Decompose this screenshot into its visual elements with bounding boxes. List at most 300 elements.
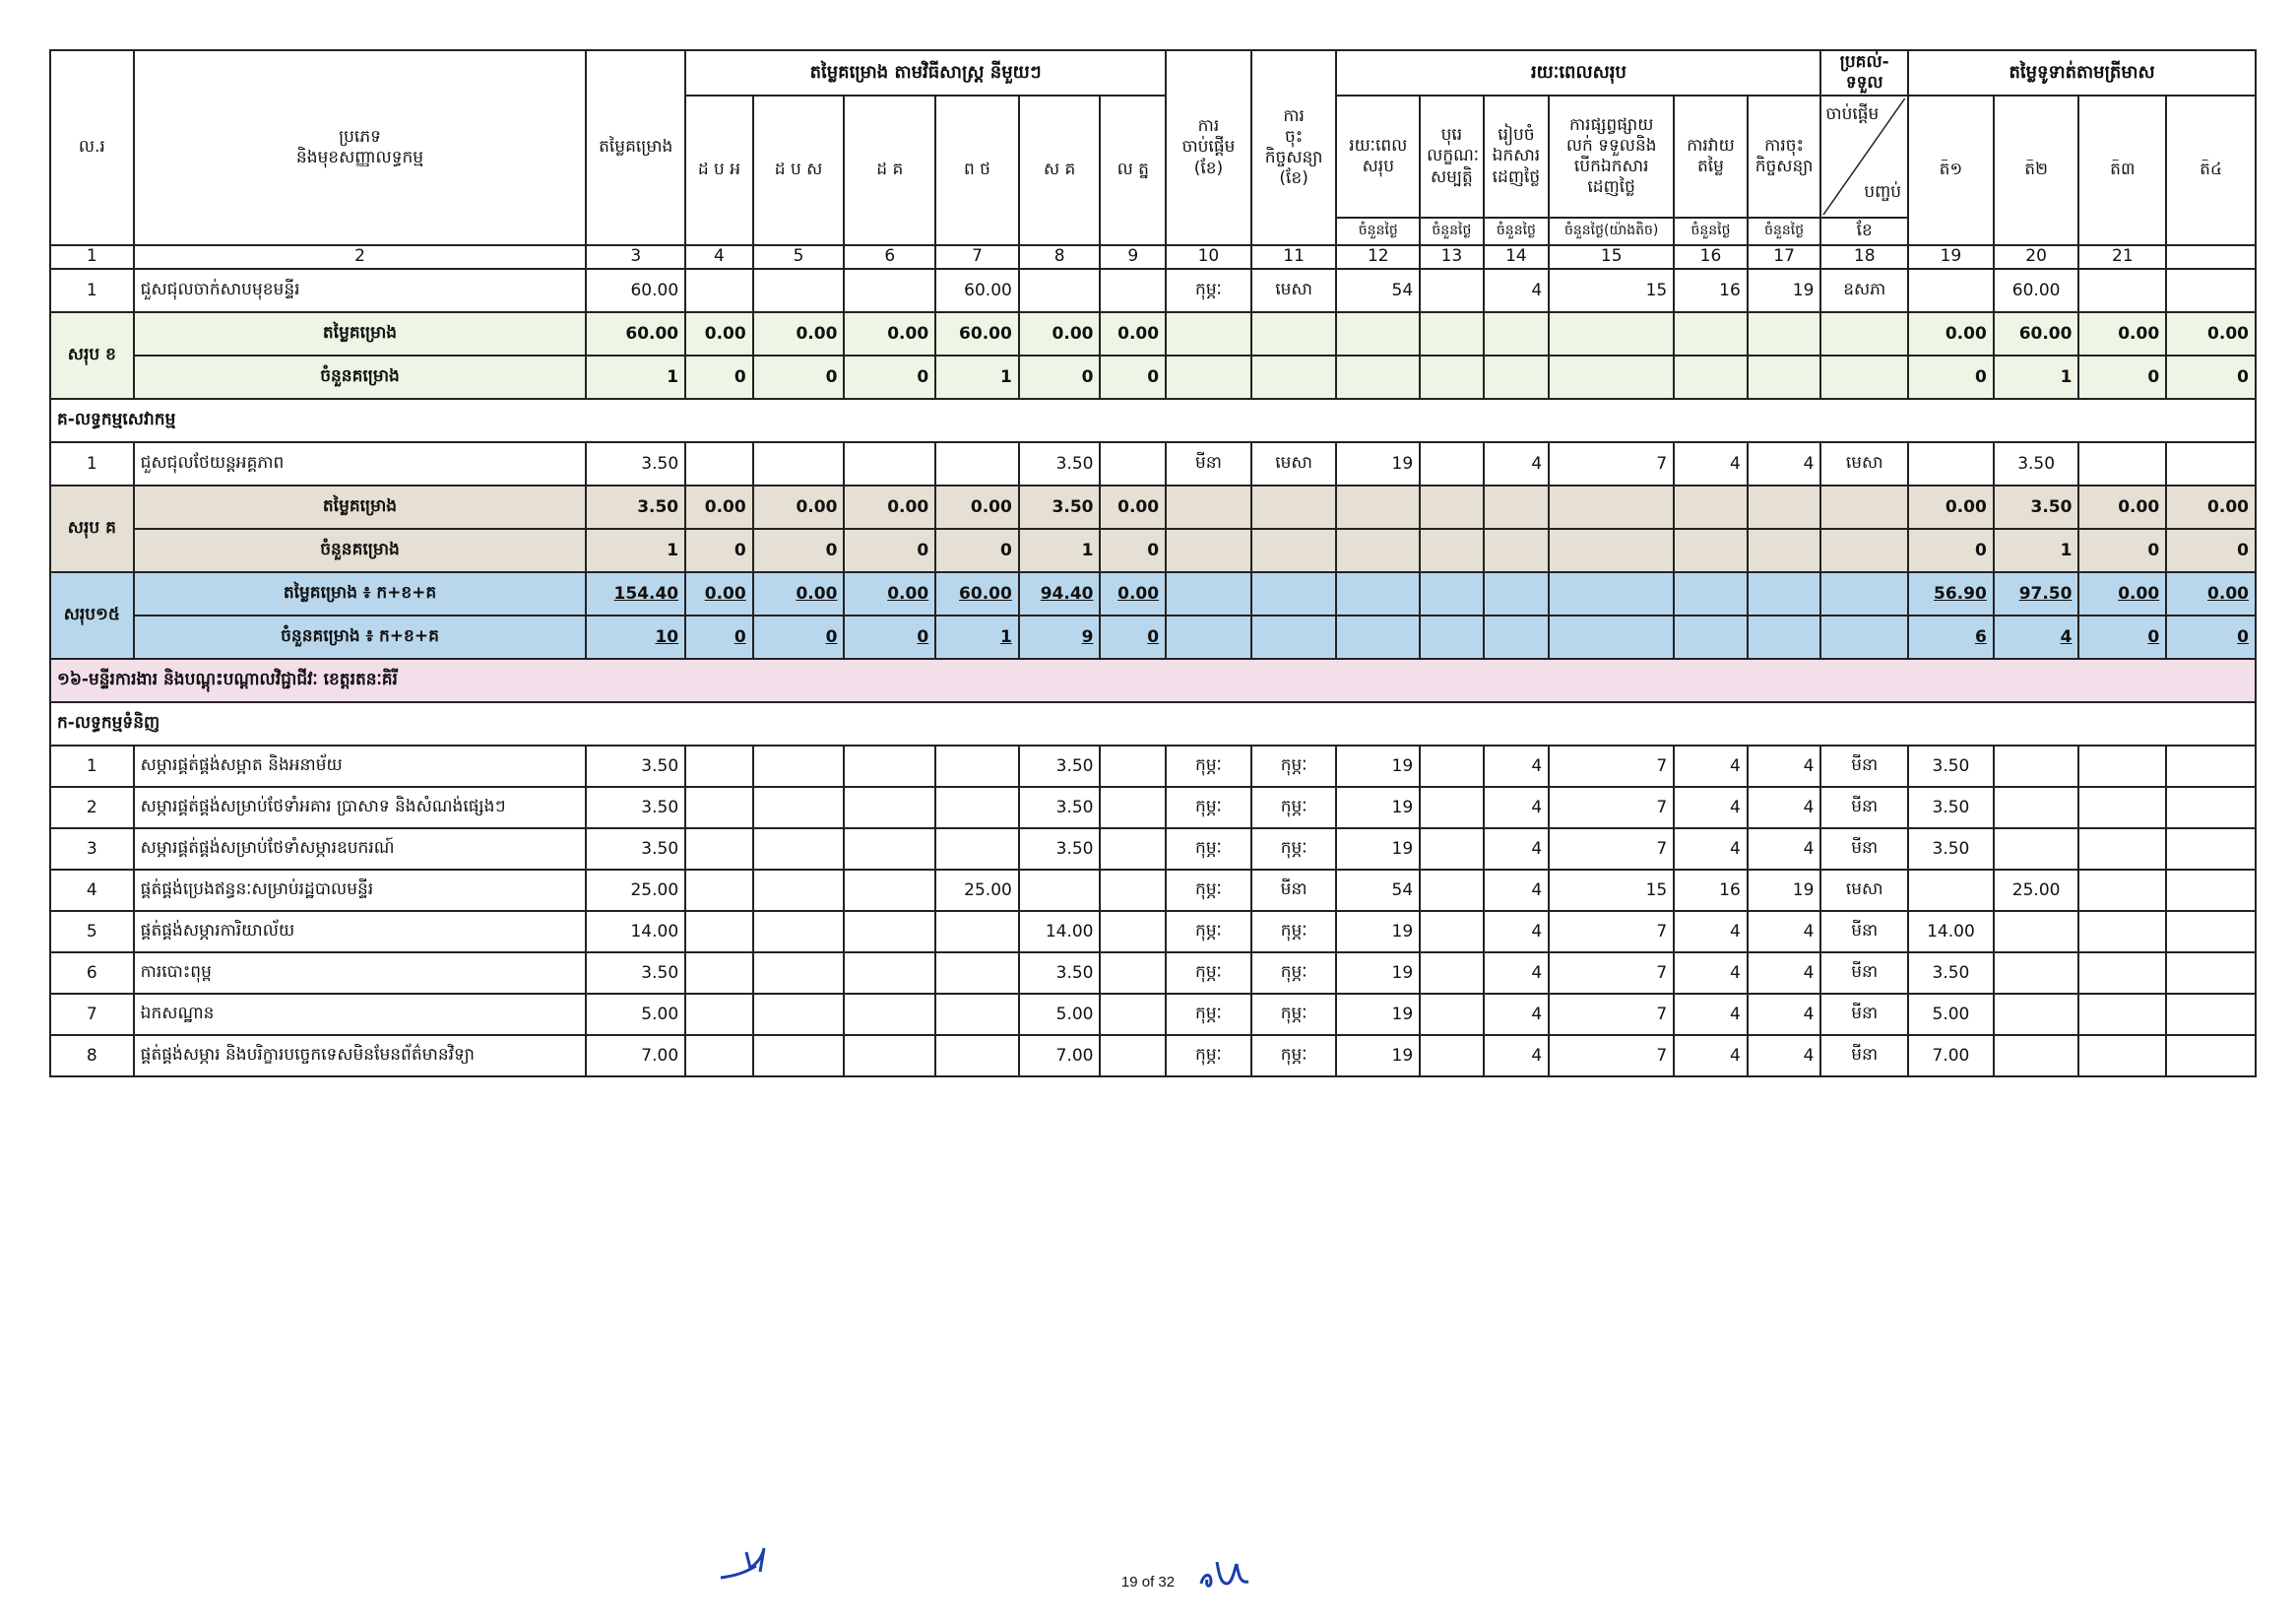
subtotal-count-value: 0 bbox=[685, 529, 753, 572]
empty-cell bbox=[1748, 616, 1821, 659]
subtotal-cost-quarter: 0.00 bbox=[1908, 486, 1994, 529]
duration-days: 19 bbox=[1336, 911, 1420, 952]
duration-days bbox=[1420, 911, 1484, 952]
subtotal-cost-value: 0.00 bbox=[753, 572, 845, 616]
empty-cell bbox=[1336, 572, 1420, 616]
empty-cell bbox=[1549, 572, 1674, 616]
header-delivery-start: ចាប់ផ្តើម bbox=[1825, 104, 1880, 124]
subtotal-count-quarter: 0 bbox=[2166, 356, 2256, 399]
table-row bbox=[50, 442, 2256, 486]
quarter-value bbox=[1994, 828, 2079, 870]
subtotal-count-value: 0 bbox=[753, 356, 845, 399]
subtotal-count-quarter: 6 bbox=[1908, 616, 1994, 659]
item-no: 2 bbox=[50, 787, 134, 828]
duration-days: 4 bbox=[1484, 442, 1550, 486]
table-row bbox=[50, 1035, 2256, 1076]
subtotal-cost-value: 3.50 bbox=[1019, 486, 1101, 529]
table-row bbox=[50, 828, 2256, 870]
start-month: កុម្ភៈ bbox=[1166, 787, 1251, 828]
duration-days: 7 bbox=[1549, 442, 1674, 486]
delivery-month: មីនា bbox=[1820, 787, 1908, 828]
subtotal-count-value: 1 bbox=[935, 616, 1019, 659]
column-number: 16 bbox=[1674, 245, 1748, 269]
subtotal-count-value: 0 bbox=[685, 616, 753, 659]
empty-cell bbox=[1420, 312, 1484, 356]
duration-days: 4 bbox=[1674, 828, 1748, 870]
duration-days: 4 bbox=[1748, 994, 1821, 1035]
quarter-value bbox=[2078, 828, 2166, 870]
method-value bbox=[844, 1035, 935, 1076]
delivery-month: មេសា bbox=[1820, 442, 1908, 486]
contract-month: កុម្ភៈ bbox=[1251, 952, 1337, 994]
subtotal-cost-quarter: 0.00 bbox=[2078, 572, 2166, 616]
method-value bbox=[1100, 442, 1166, 486]
method-value bbox=[685, 1035, 753, 1076]
item-no: 3 bbox=[50, 828, 134, 870]
column-number: 19 bbox=[1908, 245, 1994, 269]
subtotal-count-value: 0 bbox=[1100, 529, 1166, 572]
contract-month: មេសា bbox=[1251, 269, 1337, 312]
table-row bbox=[50, 746, 2256, 787]
quarter-value bbox=[1994, 911, 2079, 952]
subtotal-cost-value: 60.00 bbox=[935, 312, 1019, 356]
duration-days: 19 bbox=[1336, 787, 1420, 828]
quarter-value bbox=[1908, 269, 1994, 312]
contract-month: កុម្ភៈ bbox=[1251, 828, 1337, 870]
method-value bbox=[753, 994, 845, 1035]
empty-cell bbox=[1549, 529, 1674, 572]
item-cost: 5.00 bbox=[586, 994, 685, 1035]
quarter-value: 60.00 bbox=[1994, 269, 2079, 312]
method-value bbox=[935, 952, 1019, 994]
method-value bbox=[935, 828, 1019, 870]
subtotal-cost-quarter: 0.00 bbox=[1908, 312, 1994, 356]
procurement-plan-sheet bbox=[49, 49, 2257, 1526]
duration-days: 4 bbox=[1748, 1035, 1821, 1076]
subtotal-cost-quarter: 0.00 bbox=[2078, 486, 2166, 529]
column-number: 5 bbox=[753, 245, 845, 269]
duration-days: 16 bbox=[1674, 269, 1748, 312]
subtotal-cost-value: 0.00 bbox=[844, 486, 935, 529]
item-description: សម្ភារផ្គត់ផ្គង់សម្រាប់ថែទាំអគារ ប្រាសាទ និងសំណង់ផ្សេងៗ bbox=[134, 787, 587, 828]
duration-days: 19 bbox=[1748, 269, 1821, 312]
empty-cell bbox=[1549, 486, 1674, 529]
contract-month: កុម្ភៈ bbox=[1251, 1035, 1337, 1076]
item-cost: 14.00 bbox=[586, 911, 685, 952]
empty-cell bbox=[1820, 356, 1908, 399]
method-value bbox=[685, 442, 753, 486]
contract-month: កុម្ភៈ bbox=[1251, 994, 1337, 1035]
method-value bbox=[935, 1035, 1019, 1076]
duration-days: 4 bbox=[1748, 828, 1821, 870]
item-cost: 3.50 bbox=[586, 442, 685, 486]
method-value bbox=[1100, 828, 1166, 870]
empty-cell bbox=[1251, 616, 1337, 659]
subtotal-count-row bbox=[50, 529, 2256, 572]
header-duration-unit-4: ចំនួនថ្ងៃ bbox=[1674, 218, 1748, 245]
method-value bbox=[753, 828, 845, 870]
header-duration-unit-3: ចំនួនថ្ងៃ(យ៉ាងតិច) bbox=[1549, 218, 1674, 245]
subtotal-count-value: 0 bbox=[685, 356, 753, 399]
empty-cell bbox=[1336, 616, 1420, 659]
header-method-5: ល ត្ន bbox=[1100, 96, 1166, 245]
department-title bbox=[50, 659, 2256, 702]
method-value: 3.50 bbox=[1019, 787, 1101, 828]
subtotal-cost-row bbox=[50, 572, 2256, 616]
quarter-value bbox=[2078, 952, 2166, 994]
quarter-value bbox=[2078, 746, 2166, 787]
column-number-blank bbox=[2166, 245, 2256, 269]
delivery-month: មីនា bbox=[1820, 911, 1908, 952]
empty-cell bbox=[1484, 486, 1550, 529]
header-quarter-1: ត៑២ bbox=[1994, 96, 2079, 245]
duration-days: 4 bbox=[1484, 787, 1550, 828]
quarter-value bbox=[2166, 952, 2256, 994]
duration-days: 19 bbox=[1336, 1035, 1420, 1076]
column-number: 2 bbox=[134, 245, 587, 269]
empty-cell bbox=[1674, 312, 1748, 356]
duration-days: 4 bbox=[1484, 994, 1550, 1035]
duration-days: 4 bbox=[1674, 994, 1748, 1035]
quarter-value bbox=[1994, 1035, 2079, 1076]
quarter-value: 3.50 bbox=[1908, 952, 1994, 994]
contract-month: កុម្ភៈ bbox=[1251, 787, 1337, 828]
empty-cell bbox=[1748, 529, 1821, 572]
quarter-value: 14.00 bbox=[1908, 911, 1994, 952]
method-value bbox=[753, 442, 845, 486]
method-value bbox=[753, 911, 845, 952]
empty-cell bbox=[1484, 312, 1550, 356]
header-duration-0: រយៈពេល សរុប bbox=[1336, 96, 1420, 218]
item-description: ការបោះពុម្ព bbox=[134, 952, 587, 994]
header-delivery-cell bbox=[1820, 96, 1908, 218]
subtotal-cost-value: 0.00 bbox=[685, 572, 753, 616]
empty-cell bbox=[1336, 486, 1420, 529]
duration-days bbox=[1420, 870, 1484, 911]
empty-cell bbox=[1748, 356, 1821, 399]
subtotal-count-value: 0 bbox=[844, 356, 935, 399]
item-cost: 3.50 bbox=[586, 746, 685, 787]
header-method-4: ស គ bbox=[1019, 96, 1101, 245]
column-number: 1 bbox=[50, 245, 134, 269]
subtotal-count-value: 9 bbox=[1019, 616, 1101, 659]
duration-days: 4 bbox=[1484, 870, 1550, 911]
empty-cell bbox=[1549, 312, 1674, 356]
subtotal-cost-label: តម្លៃគម្រោង bbox=[134, 312, 587, 356]
subtotal-cost-label: តម្លៃគម្រោង bbox=[134, 486, 587, 529]
column-number: 20 bbox=[1994, 245, 2079, 269]
section-goods-title: ក-លទ្ធកម្មទំនិញ bbox=[50, 702, 2256, 746]
table-row bbox=[50, 911, 2256, 952]
quarter-value: 5.00 bbox=[1908, 994, 1994, 1035]
header-method-group: តម្លៃគម្រោង តាមវិធីសាស្ត្រ នីមួយៗ bbox=[685, 50, 1166, 96]
method-value bbox=[753, 1035, 845, 1076]
subtotal-cost-row bbox=[50, 486, 2256, 529]
method-value bbox=[1100, 269, 1166, 312]
item-no: 1 bbox=[50, 746, 134, 787]
duration-days: 4 bbox=[1484, 269, 1550, 312]
subtotal-count-value: 1 bbox=[586, 356, 685, 399]
method-value bbox=[935, 911, 1019, 952]
item-cost: 60.00 bbox=[586, 269, 685, 312]
contract-month: កុម្ភៈ bbox=[1251, 911, 1337, 952]
empty-cell bbox=[1166, 356, 1251, 399]
quarter-value bbox=[2078, 911, 2166, 952]
quarter-value bbox=[2166, 746, 2256, 787]
start-month: កុម្ភៈ bbox=[1166, 911, 1251, 952]
item-description: សម្ភារផ្គត់ផ្គង់សម្រាប់ថែទាំសម្ភារឧបករណ៍ bbox=[134, 828, 587, 870]
start-month: កុម្ភៈ bbox=[1166, 994, 1251, 1035]
delivery-month: ឧសភា bbox=[1820, 269, 1908, 312]
table-row bbox=[50, 269, 2256, 312]
header-duration-4: ការវាយ តម្លៃ bbox=[1674, 96, 1748, 218]
quarter-value bbox=[2078, 269, 2166, 312]
duration-days: 19 bbox=[1336, 442, 1420, 486]
method-value: 25.00 bbox=[935, 870, 1019, 911]
quarter-value bbox=[2078, 442, 2166, 486]
duration-days: 19 bbox=[1748, 870, 1821, 911]
empty-cell bbox=[1336, 356, 1420, 399]
duration-days: 4 bbox=[1484, 746, 1550, 787]
duration-days: 4 bbox=[1484, 828, 1550, 870]
method-value bbox=[844, 269, 935, 312]
subtotal-cost-quarter: 0.00 bbox=[2166, 312, 2256, 356]
delivery-month: មេសា bbox=[1820, 870, 1908, 911]
header-quarter-0: ត៑១ bbox=[1908, 96, 1994, 245]
subtotal-cost-value: 60.00 bbox=[586, 312, 685, 356]
column-number: 8 bbox=[1019, 245, 1101, 269]
duration-days: 4 bbox=[1674, 952, 1748, 994]
method-value: 7.00 bbox=[1019, 1035, 1101, 1076]
contract-month: មីនា bbox=[1251, 870, 1337, 911]
quarter-value bbox=[2166, 828, 2256, 870]
method-value bbox=[685, 269, 753, 312]
quarter-value bbox=[2078, 787, 2166, 828]
quarter-value: 7.00 bbox=[1908, 1035, 1994, 1076]
subtotal-count-quarter: 1 bbox=[1994, 529, 2079, 572]
subtotal-cost-value: 154.40 bbox=[586, 572, 685, 616]
subtotal-label: សរុប ខ bbox=[50, 312, 134, 399]
item-cost: 3.50 bbox=[586, 787, 685, 828]
subtotal-cost-quarter: 3.50 bbox=[1994, 486, 2079, 529]
method-value bbox=[844, 746, 935, 787]
empty-cell bbox=[1166, 572, 1251, 616]
header-quarter-3: ត៑៤ bbox=[2166, 96, 2256, 245]
start-month: កុម្ភៈ bbox=[1166, 1035, 1251, 1076]
method-value: 3.50 bbox=[1019, 746, 1101, 787]
quarter-value: 3.50 bbox=[1994, 442, 2079, 486]
duration-days: 7 bbox=[1549, 1035, 1674, 1076]
subtotal-count-value: 0 bbox=[935, 529, 1019, 572]
method-value: 5.00 bbox=[1019, 994, 1101, 1035]
header-method-1: ដ ប ស bbox=[753, 96, 845, 245]
column-number: 12 bbox=[1336, 245, 1420, 269]
start-month: កុម្ភៈ bbox=[1166, 952, 1251, 994]
empty-cell bbox=[1251, 486, 1337, 529]
header-method-0: ដ ប អ bbox=[685, 96, 753, 245]
column-number: 13 bbox=[1420, 245, 1484, 269]
method-value bbox=[844, 870, 935, 911]
header-duration-unit-1: ចំនួនថ្ងៃ bbox=[1420, 218, 1484, 245]
subtotal-count-quarter: 0 bbox=[2078, 529, 2166, 572]
subtotal-count-quarter: 0 bbox=[2166, 529, 2256, 572]
method-value bbox=[1100, 911, 1166, 952]
subtotal-cost-value: 0.00 bbox=[1019, 312, 1101, 356]
header-method-2: ដ គ bbox=[844, 96, 935, 245]
header-duration-3: ការផ្សព្វផ្សាយ លក់ ទទួលនិង បើកឯកសារ ដេញថ្លៃ bbox=[1549, 96, 1674, 218]
start-month: កុម្ភៈ bbox=[1166, 269, 1251, 312]
quarter-value bbox=[2166, 994, 2256, 1035]
quarter-value bbox=[1994, 994, 2079, 1035]
header-duration-unit-2: ចំនួនថ្ងៃ bbox=[1484, 218, 1550, 245]
column-number: 14 bbox=[1484, 245, 1550, 269]
duration-days: 54 bbox=[1336, 870, 1420, 911]
subtotal-count-label: ចំនួនគម្រោង bbox=[134, 529, 587, 572]
subtotal-cost-value: 0.00 bbox=[935, 486, 1019, 529]
item-no: 5 bbox=[50, 911, 134, 952]
procurement-table bbox=[49, 49, 2257, 1077]
method-value bbox=[1100, 870, 1166, 911]
method-value bbox=[1100, 787, 1166, 828]
subtotal-count-value: 0 bbox=[1100, 356, 1166, 399]
method-value bbox=[753, 952, 845, 994]
quarter-value bbox=[1994, 746, 2079, 787]
subtotal-count-quarter: 0 bbox=[1908, 356, 1994, 399]
empty-cell bbox=[1820, 572, 1908, 616]
subtotal-count-value: 0 bbox=[753, 529, 845, 572]
method-value bbox=[935, 442, 1019, 486]
duration-days: 19 bbox=[1336, 952, 1420, 994]
header-duration-unit-0: ចំនួនថ្ងៃ bbox=[1336, 218, 1420, 245]
quarter-value bbox=[2078, 994, 2166, 1035]
empty-cell bbox=[1166, 486, 1251, 529]
delivery-month: មីនា bbox=[1820, 828, 1908, 870]
header-description: ប្រភេទ និងមុខសញ្ញាលទ្ធកម្ម bbox=[134, 50, 587, 245]
method-value bbox=[844, 994, 935, 1035]
duration-days: 4 bbox=[1674, 1035, 1748, 1076]
quarter-value bbox=[2078, 870, 2166, 911]
method-value: 3.50 bbox=[1019, 952, 1101, 994]
empty-cell bbox=[1549, 356, 1674, 399]
quarter-value bbox=[2166, 1035, 2256, 1076]
empty-cell bbox=[1166, 312, 1251, 356]
empty-cell bbox=[1420, 616, 1484, 659]
table-row bbox=[50, 870, 2256, 911]
subtotal-label: សរុប គ bbox=[50, 486, 134, 572]
header-quarter-2: ត៑៣ bbox=[2078, 96, 2166, 245]
duration-days bbox=[1420, 994, 1484, 1035]
subtotal-cost-value: 0.00 bbox=[1100, 486, 1166, 529]
duration-days bbox=[1420, 787, 1484, 828]
empty-cell bbox=[1820, 529, 1908, 572]
duration-days: 4 bbox=[1748, 911, 1821, 952]
duration-days: 16 bbox=[1674, 870, 1748, 911]
subtotal-count-value: 0 bbox=[844, 616, 935, 659]
method-value bbox=[1100, 1035, 1166, 1076]
quarter-value bbox=[1994, 952, 2079, 994]
start-month: កុម្ភៈ bbox=[1166, 828, 1251, 870]
empty-cell bbox=[1748, 486, 1821, 529]
item-description: ផ្គត់ផ្គង់សម្ភារ និងបរិក្ខារបច្ចេកទេសមិនមែនព័ត៌មានវិទ្យា bbox=[134, 1035, 587, 1076]
item-description: ផ្គត់ផ្គង់ប្រេងឥន្ធនៈសម្រាប់រដ្ឋបាលមន្ទីរ bbox=[134, 870, 587, 911]
empty-cell bbox=[1820, 312, 1908, 356]
duration-days bbox=[1420, 269, 1484, 312]
header-method-3: ព ថ bbox=[935, 96, 1019, 245]
column-number: 3 bbox=[586, 245, 685, 269]
table-row bbox=[50, 952, 2256, 994]
item-no: 6 bbox=[50, 952, 134, 994]
duration-days: 7 bbox=[1549, 828, 1674, 870]
header-duration-1: បុរេ លក្ខណៈ សម្បត្តិ bbox=[1420, 96, 1484, 218]
item-description: ផ្គត់ផ្គង់សម្ភារការិយាល័យ bbox=[134, 911, 587, 952]
duration-days bbox=[1420, 442, 1484, 486]
subtotal-count-row bbox=[50, 616, 2256, 659]
subtotal-cost-quarter: 56.90 bbox=[1908, 572, 1994, 616]
duration-days: 4 bbox=[1484, 952, 1550, 994]
empty-cell bbox=[1420, 572, 1484, 616]
header-duration-unit-5: ចំនួនថ្ងៃ bbox=[1748, 218, 1821, 245]
empty-cell bbox=[1166, 529, 1251, 572]
empty-cell bbox=[1674, 529, 1748, 572]
start-month: កុម្ភៈ bbox=[1166, 746, 1251, 787]
method-value bbox=[935, 746, 1019, 787]
duration-days: 19 bbox=[1336, 994, 1420, 1035]
item-cost: 3.50 bbox=[586, 952, 685, 994]
duration-days: 7 bbox=[1549, 911, 1674, 952]
column-number: 7 bbox=[935, 245, 1019, 269]
method-value bbox=[753, 870, 845, 911]
quarter-value bbox=[2166, 870, 2256, 911]
subtotal-cost-quarter: 0.00 bbox=[2166, 486, 2256, 529]
subtotal-count-row bbox=[50, 356, 2256, 399]
subtotal-count-quarter: 1 bbox=[1994, 356, 2079, 399]
subtotal-count-label: ចំនួនគម្រោង ៖ ក+ខ+គ bbox=[134, 616, 587, 659]
empty-cell bbox=[1251, 312, 1337, 356]
delivery-month: មីនា bbox=[1820, 746, 1908, 787]
column-number: 17 bbox=[1748, 245, 1821, 269]
section-service-title: គ-លទ្ធកម្មសេវាកម្ម bbox=[50, 399, 2256, 442]
subtotal-cost-quarter: 0.00 bbox=[2078, 312, 2166, 356]
empty-cell bbox=[1674, 356, 1748, 399]
quarter-value bbox=[1994, 787, 2079, 828]
quarter-value bbox=[2166, 269, 2256, 312]
duration-days: 4 bbox=[1748, 442, 1821, 486]
method-value bbox=[844, 828, 935, 870]
empty-cell bbox=[1674, 486, 1748, 529]
empty-cell bbox=[1420, 356, 1484, 399]
subtotal-cost-value: 0.00 bbox=[685, 486, 753, 529]
item-description: សម្ភារផ្គត់ផ្គង់សម្អាត និងអនាម័យ bbox=[134, 746, 587, 787]
duration-days: 4 bbox=[1674, 911, 1748, 952]
method-value: 3.50 bbox=[1019, 828, 1101, 870]
quarter-value bbox=[2078, 1035, 2166, 1076]
empty-cell bbox=[1484, 529, 1550, 572]
subtotal-cost-quarter: 60.00 bbox=[1994, 312, 2079, 356]
section-goods bbox=[50, 702, 2256, 746]
column-number: 4 bbox=[685, 245, 753, 269]
method-value bbox=[685, 828, 753, 870]
start-month: មីនា bbox=[1166, 442, 1251, 486]
subtotal-cost-value: 94.40 bbox=[1019, 572, 1101, 616]
empty-cell bbox=[1420, 486, 1484, 529]
delivery-month: មីនា bbox=[1820, 994, 1908, 1035]
header-delivery-end: បញ្ចប់ bbox=[1864, 181, 1902, 202]
empty-cell bbox=[1549, 616, 1674, 659]
duration-days: 7 bbox=[1549, 994, 1674, 1035]
subtotal-cost-value: 0.00 bbox=[753, 486, 845, 529]
empty-cell bbox=[1166, 616, 1251, 659]
column-number: 9 bbox=[1100, 245, 1166, 269]
